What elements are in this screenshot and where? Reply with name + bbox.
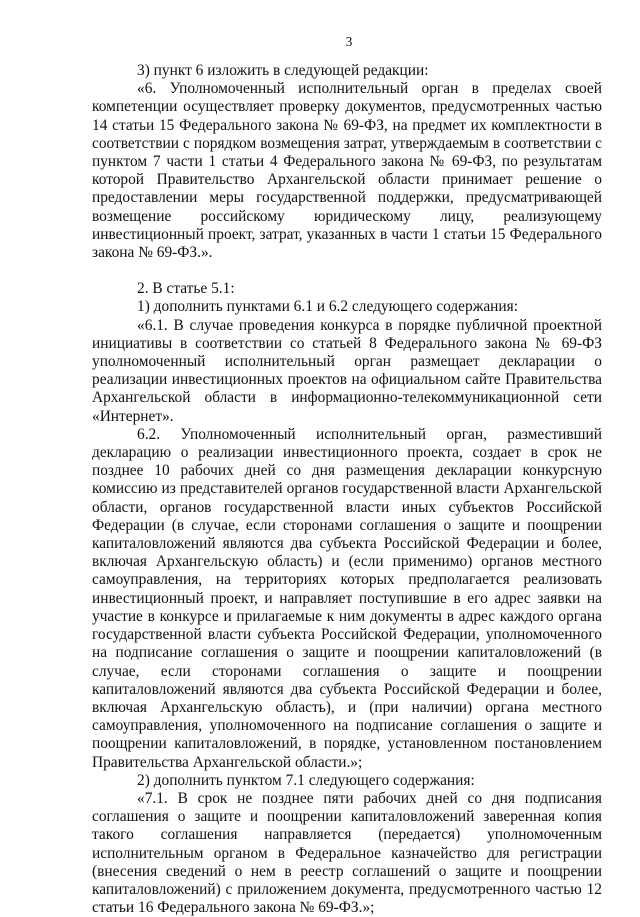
paragraph-clause-6-2: 6.2. Уполномоченный исполнительный орган, разместивший декларацию о реализации инвестиционного проекта, создает в срок не позднее 10 рабочих дней со дня размещения декларации конкурсную комиссию из представителей органов государственной власти Архангельской области, органов государственной власти иных субъектов Российской Федерации (в случае, если сторонами соглашения о защите и поощрении капиталовложений являются два субъекта Российской Федерации и более, включая Архангельскую область) и (если применимо) органов местного самоуправления, на территориях которых предполагается реализовать инвестиционный проект, и направляет поступившие в его адрес заявки на участие в конкурсе и прилагаемые к ним документы в адрес каждого органа государственной власти субъекта Российской Федерации, уполномоченного на подписание соглашения о защите и поощрении капиталовложений (в случае, если сторонами соглашения о защите и поощрении капиталовложений являются два субъекта Российской Федерации и более, включая Архангельскую область), и (при наличии) органа местного самоуправления, уполномоченного на подписание соглашения о защите и поощрении капиталовложений, в порядке, установленном постановлением Правительства Архангельской области.»; — [92, 425, 602, 771]
paragraph-clause-6-1: «6.1. В случае проведения конкурса в порядке публичной проектной инициативы в соответствии со статьей 8 Федерального закона № 69-ФЗ уполномоченный исполнительный орган размещает декларации о реализации инвестиционных проектов на официальном сайте Правительства Архангельской области в информационно-телекоммуникационной сети «Интернет». — [92, 316, 602, 425]
paragraph-item-1-heading: 1) дополнить пунктами 6.1 и 6.2 следующего содержания: — [137, 298, 518, 316]
paragraph-clause-7-1: «7.1. В срок не позднее пяти рабочих дней со дня подписания соглашения о защите и поощрении капиталовложений заверенная копия такого соглашения направляется (передается) уполномоченным исполнительным органом в Федеральное казначейство для регистрации (внесения сведений о нем в реестр соглашений о защите и поощрении капиталовложений) с приложением документа, предусмотренного частью 12 статьи 16 Федерального закона № 69-ФЗ.»; — [92, 789, 602, 917]
paragraph-article-5-1-heading: 2. В статье 5.1: — [137, 280, 235, 298]
paragraph-item-2-heading: 2) дополнить пунктом 7.1 следующего содержания: — [137, 771, 475, 789]
paragraph-gap — [92, 262, 602, 280]
document-body — [92, 62, 602, 917]
paragraph-clause-6: «6. Уполномоченный исполнительный орган в пределах своей компетенции осуществляет проверку документов, предусмотренных частью 14 статьи 15 Федерального закона № 69-ФЗ, на предмет их комплектности в соответствии с порядком возмещения затрат, утверждаемым в соответствии с пунктом 7 части 1 статьи 4 Федерального закона № 69-ФЗ, по результатам которой Правительство Архангельской области принимает решение о предоставлении меры государственной поддержки, предусматривающей возмещение российскому юридическому лицу, реализующему инвестиционный проект, затрат, указанных в части 1 статьи 15 Федерального закона № 69-ФЗ.». — [92, 80, 602, 262]
page-number: 3 — [345, 34, 353, 49]
paragraph-item-3-heading: 3) пункт 6 изложить в следующей редакции: — [137, 62, 429, 79]
